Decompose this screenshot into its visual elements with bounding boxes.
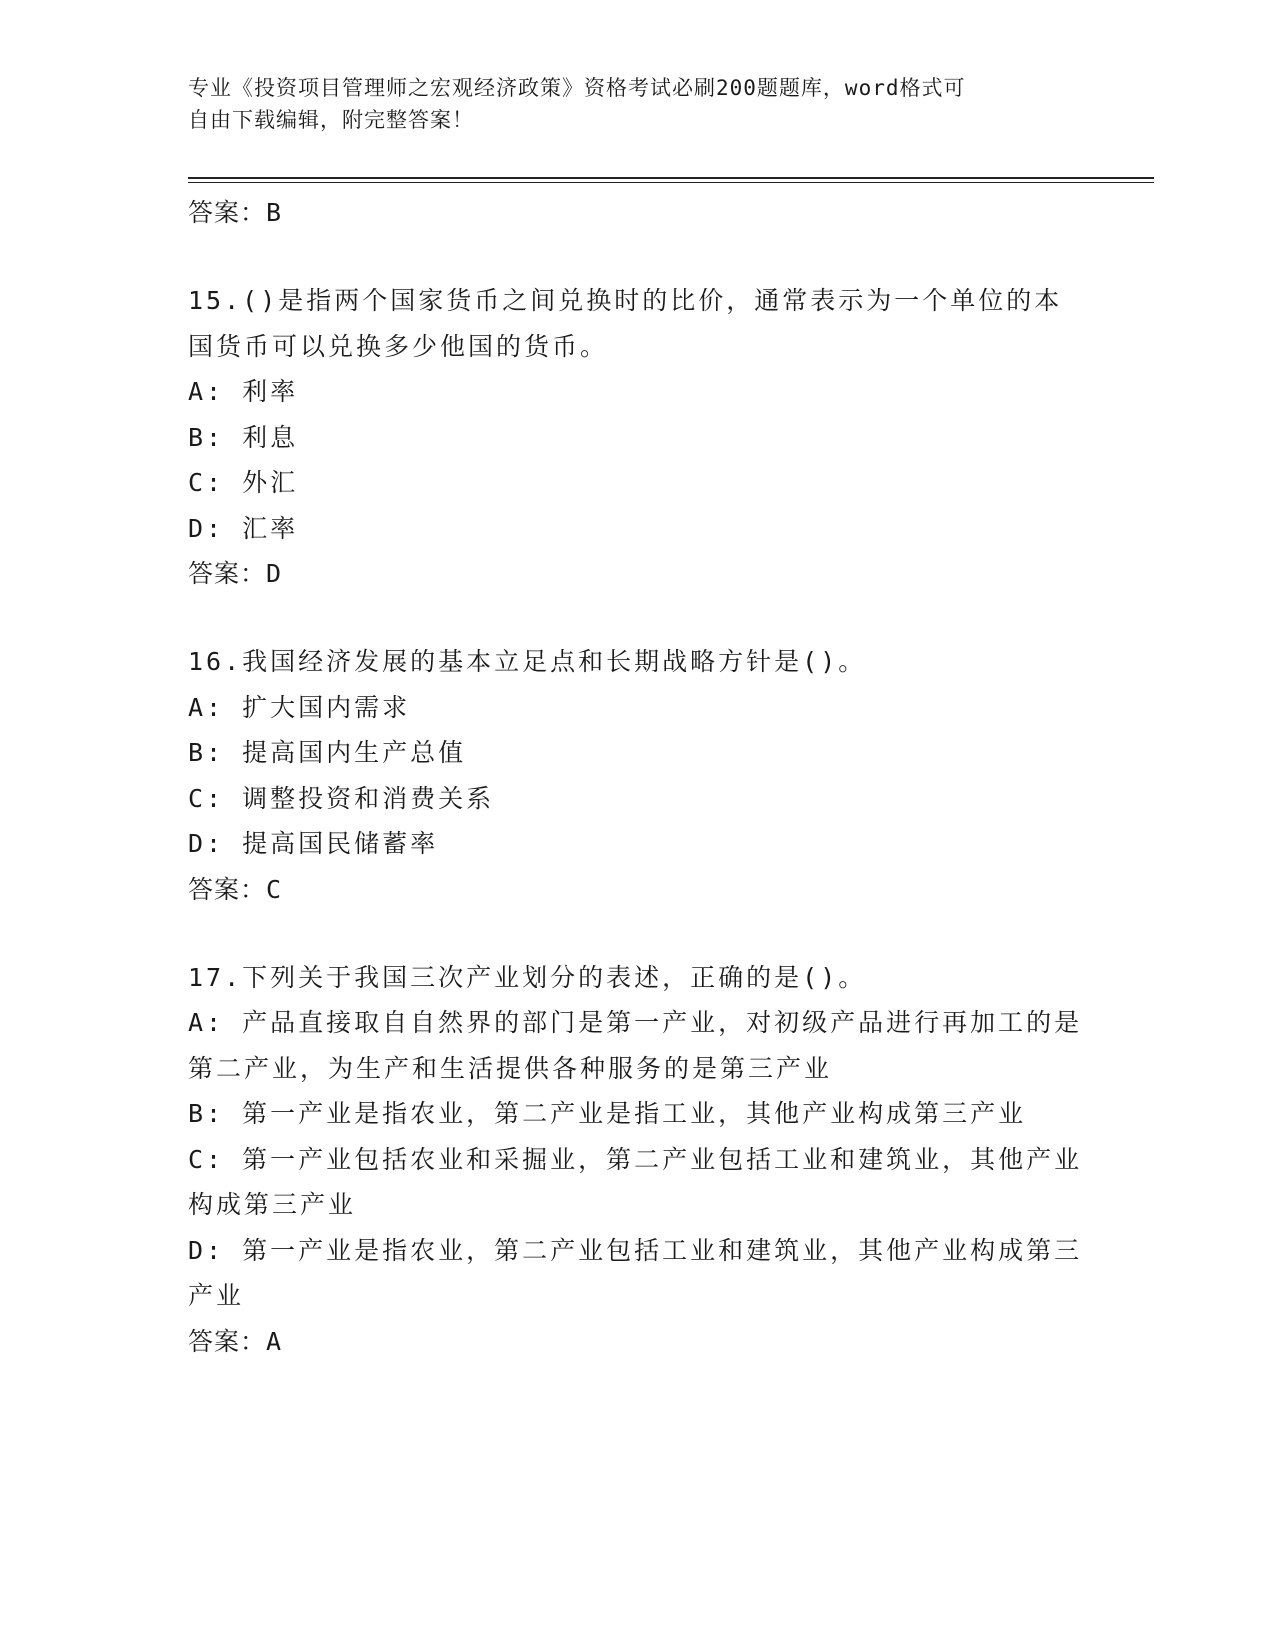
option-text: 产品直接取自自然界的部门是第一产业，对初级产品进行再加工的是第二产业，为生产和生活提供各种服务的是第三产业: [188, 1008, 1083, 1083]
option-text: 提高国内生产总值: [242, 738, 467, 767]
option-label: B:: [188, 422, 225, 452]
option-label: D:: [188, 829, 225, 858]
option-label: B:: [188, 738, 225, 767]
option-text: 外汇: [242, 468, 299, 497]
answer-line: [188, 1319, 1088, 1365]
page-content: [188, 190, 1088, 1365]
option-text: 第一产业是指农业，第二产业是指工业，其他产业构成第三产业: [242, 1099, 1027, 1128]
option-label: A:: [188, 377, 225, 406]
option-b: [188, 1091, 1088, 1137]
header-divider-thick: [188, 177, 1154, 179]
option-a: [188, 685, 1088, 731]
option-d: [188, 506, 1088, 552]
answer-value: B: [266, 198, 283, 227]
answer-line: [188, 551, 1088, 597]
option-text: 调整投资和消费关系: [242, 783, 495, 813]
header-divider-thin: [188, 182, 1154, 183]
option-c: [188, 460, 1088, 506]
option-c: [188, 776, 1088, 822]
answer-label: 答案：: [188, 559, 267, 588]
header-line-1: 专业《投资项目管理师之宏观经济政策》资格考试必刷200题题库，word格式可: [188, 76, 966, 100]
option-text: 利率: [242, 377, 299, 406]
option-text: 第一产业包括农业和采掘业，第二产业包括工业和建筑业，其他产业构成第三产业: [188, 1144, 1083, 1219]
option-label: A:: [188, 692, 225, 722]
option-b: [188, 415, 1088, 461]
question-text: 15.()是指两个国家货币之间兑换时的比价，通常表示为一个单位的本国货币可以兑换多少他国的货币。: [188, 286, 1063, 361]
question-text: 16.我国经济发展的基本立足点和长期战略方针是()。: [188, 647, 867, 676]
answer-line: [188, 190, 1088, 236]
option-label: C:: [188, 1144, 225, 1174]
option-label: C:: [188, 468, 225, 497]
answer-line: [188, 867, 1088, 913]
option-a: [188, 1000, 1088, 1091]
answer-label: 答案：: [188, 874, 267, 904]
question-block: [188, 278, 1088, 597]
question-block: [188, 639, 1088, 913]
option-text: 汇率: [242, 513, 299, 543]
option-text: 第一产业是指农业，第二产业包括工业和建筑业，其他产业构成第三产业: [188, 1235, 1083, 1310]
option-label: B:: [188, 1099, 225, 1128]
option-d: [188, 821, 1088, 867]
answer-value: D: [266, 559, 283, 588]
option-text: 扩大国内需求: [242, 692, 411, 722]
answer-label: 答案：: [188, 1326, 267, 1356]
question-block: [188, 955, 1088, 1365]
page-header: [188, 72, 1068, 136]
answer-value: C: [266, 874, 283, 904]
option-text: 利息: [242, 422, 299, 452]
option-label: C:: [188, 783, 225, 813]
question-text: 17.下列关于我国三次产业划分的表述，正确的是()。: [188, 962, 867, 992]
option-d: [188, 1228, 1088, 1319]
option-label: A:: [188, 1008, 225, 1037]
answer-value: A: [266, 1326, 283, 1356]
option-b: [188, 730, 1088, 776]
header-line-2: 自由下载编辑，附完整答案！: [188, 108, 474, 132]
option-a: [188, 369, 1088, 415]
option-label: D:: [188, 1235, 225, 1265]
option-label: D:: [188, 513, 225, 543]
option-c: [188, 1137, 1088, 1228]
option-text: 提高国民储蓄率: [242, 829, 439, 858]
answer-label: 答案：: [188, 198, 267, 227]
